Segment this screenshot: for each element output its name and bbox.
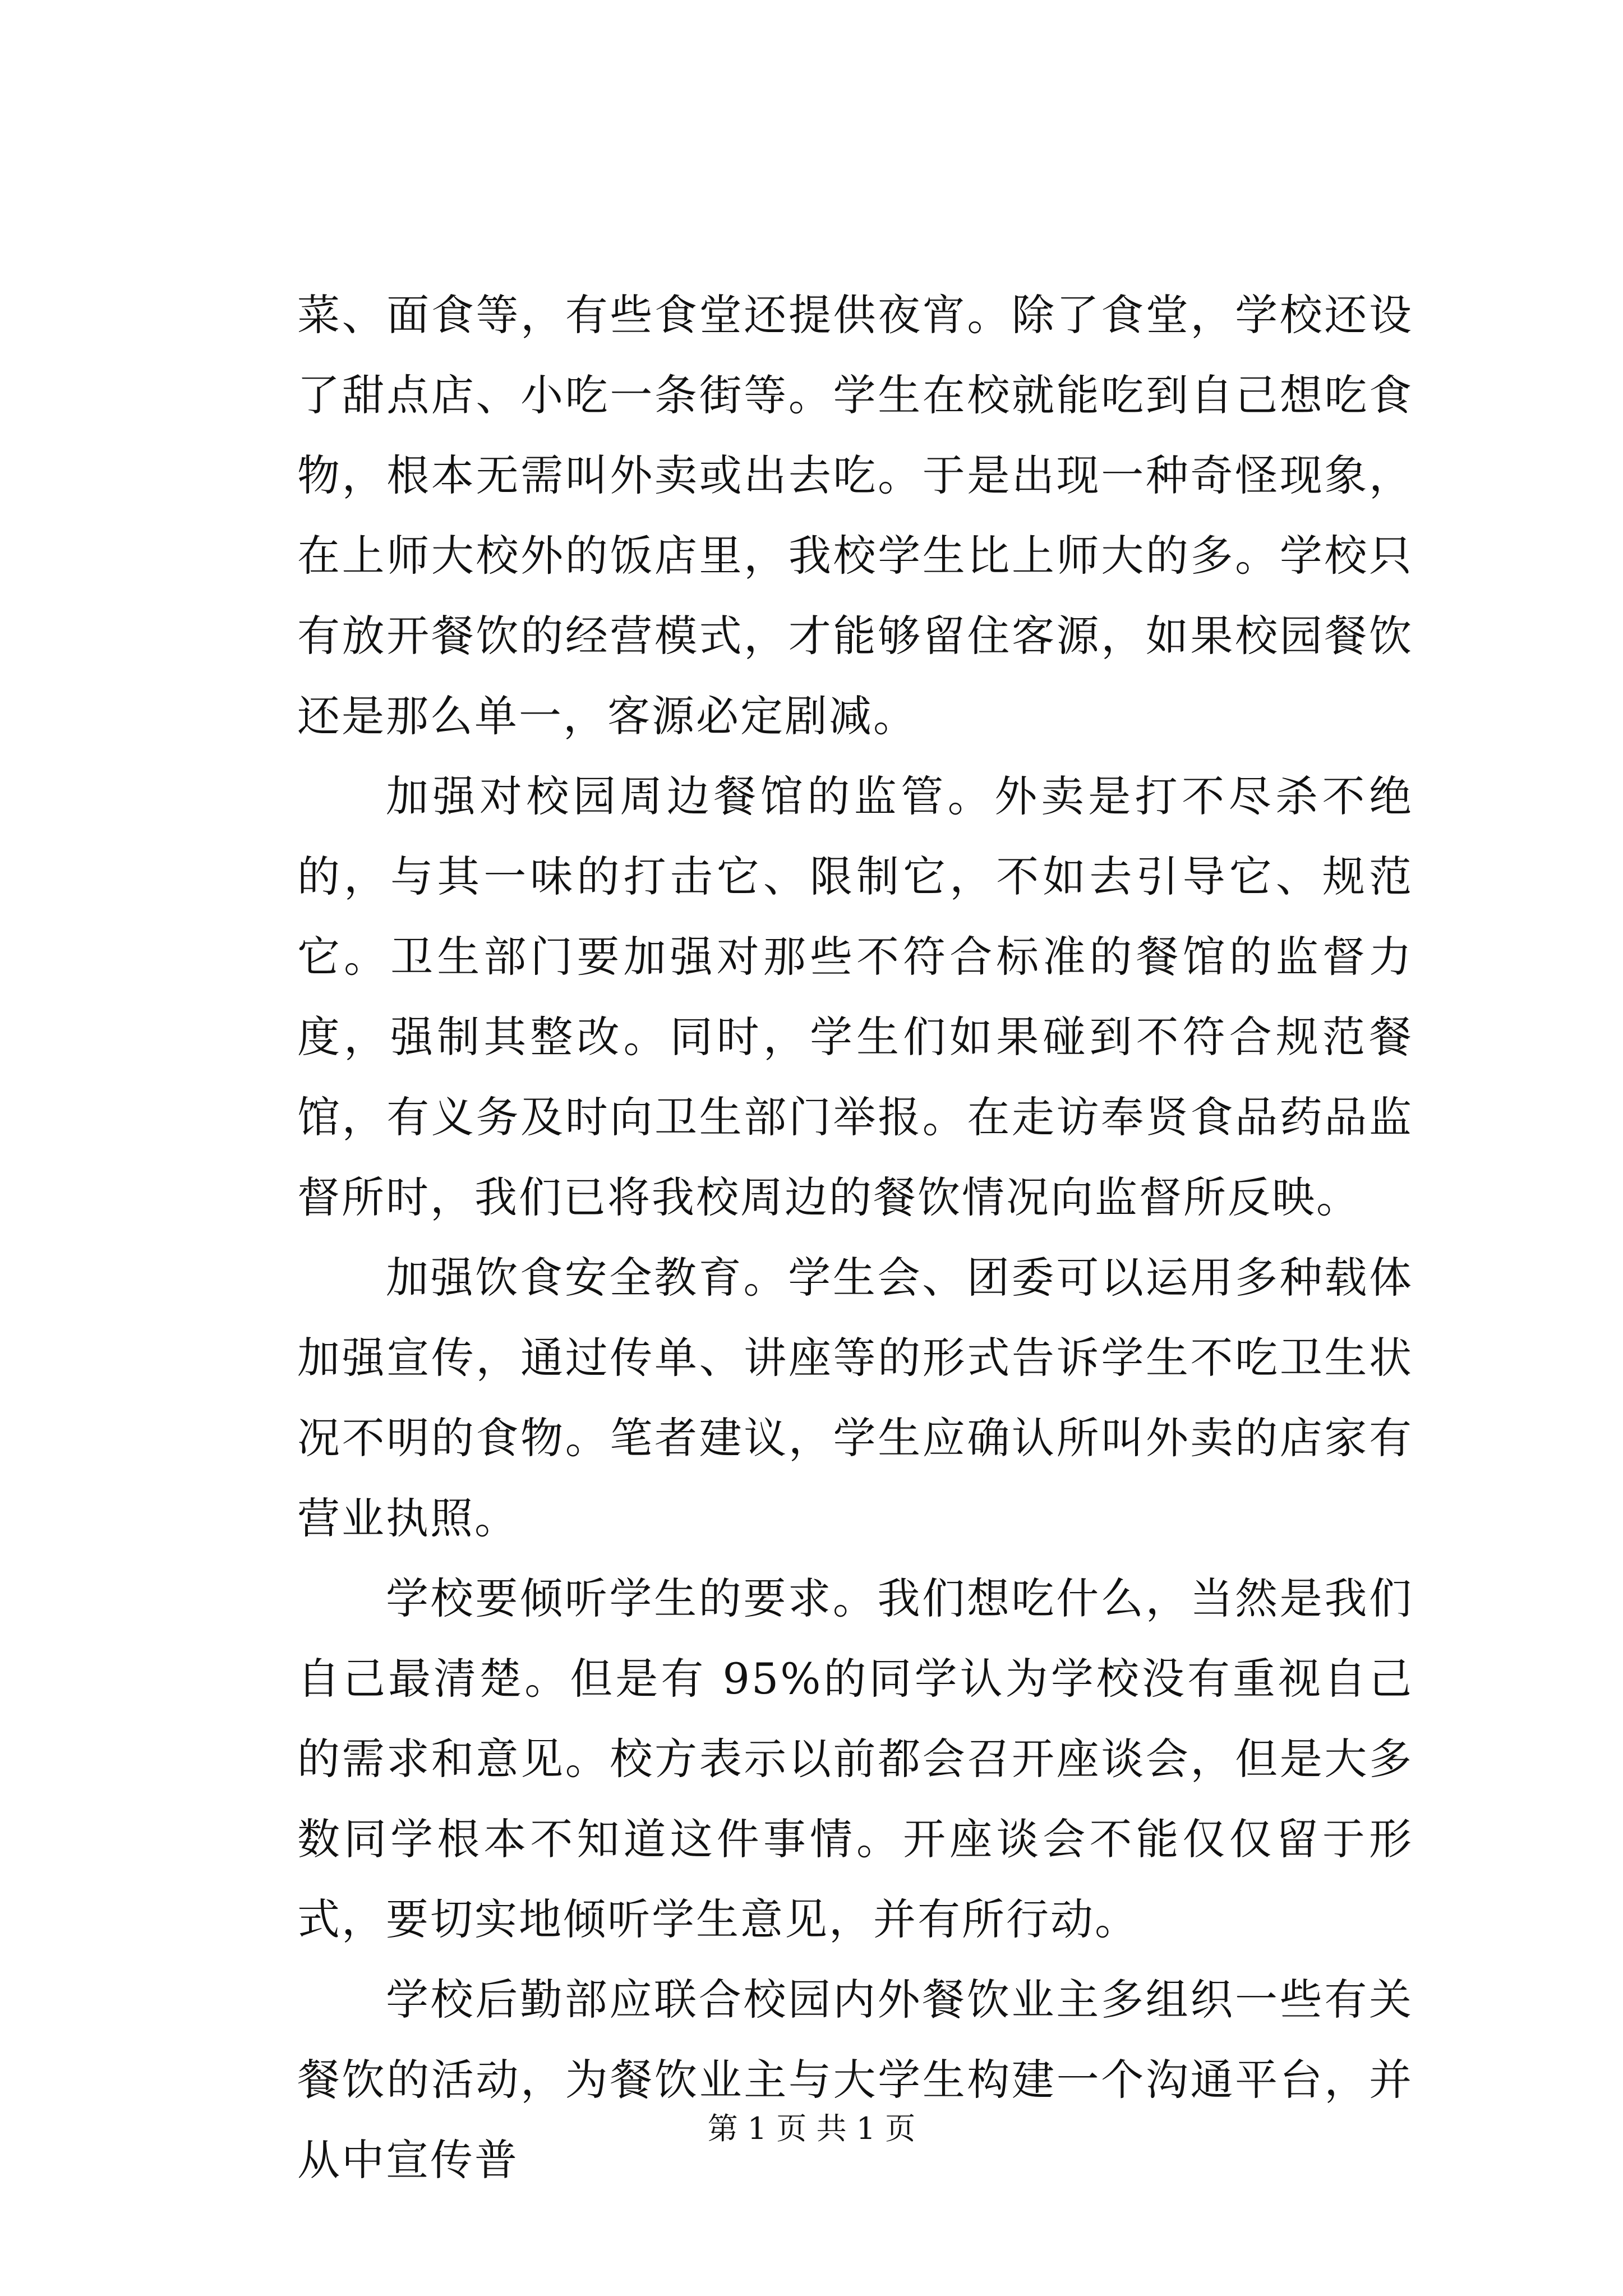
page-footer: 第 1 页 共 1 页 <box>707 2111 916 2146</box>
paragraph-3: 加强饮食安全教育。学生会、团委可以运用多种载体加强宣传，通过传单、讲座等的形式告诉学生不吃卫生状况不明的食物。笔者建议，学生应确认所叫外卖的店家有营业执照。 <box>297 1253 1413 1543</box>
paragraph-1: 菜、面食等，有些食堂还提供夜宵。除了食堂，学校还设了甜点店、小吃一条街等。学生在校就能吃到自己想吃食物，根本无需叫外卖或出去吃。于是出现一种奇怪现象，在上师大校外的饭店里，我校学生比上师大的多。学校只有放开餐饮的经营模式，才能够留住客源，如果校园餐饮还是那么单一，客源必定剧减。 <box>297 290 1413 741</box>
document-body <box>297 275 1413 2200</box>
paragraph-4: 学校要倾听学生的要求。我们想吃什么，当然是我们自己最清楚。但是有 95%的同学认为学校没有重视自己的需求和意见。校方表示以前都会召开座谈会，但是大多数同学根本不知道这件事情。开座谈会不能仅仅留于形式，要切实地倾听学生意见，并有所行动。 <box>297 1573 1413 1944</box>
paragraph-2: 加强对校园周边餐馆的监管。外卖是打不尽杀不绝的，与其一味的打击它、限制它，不如去引导它、规范它。卫生部门要加强对那些不符合标准的餐馆的监督力度，强制其整改。同时，学生们如果碰到不符合规范餐馆，有义务及时向卫生部门举报。在走访奉贤食品药品监督所时，我们已将我校周边的餐饮情况向监督所反映。 <box>297 771 1413 1222</box>
paragraph-5: 学校后勤部应联合校园内外餐饮业主多组织一些有关餐饮的活动，为餐饮业主与大学生构建一个沟通平台，并从中宣传普 <box>297 1975 1413 2185</box>
